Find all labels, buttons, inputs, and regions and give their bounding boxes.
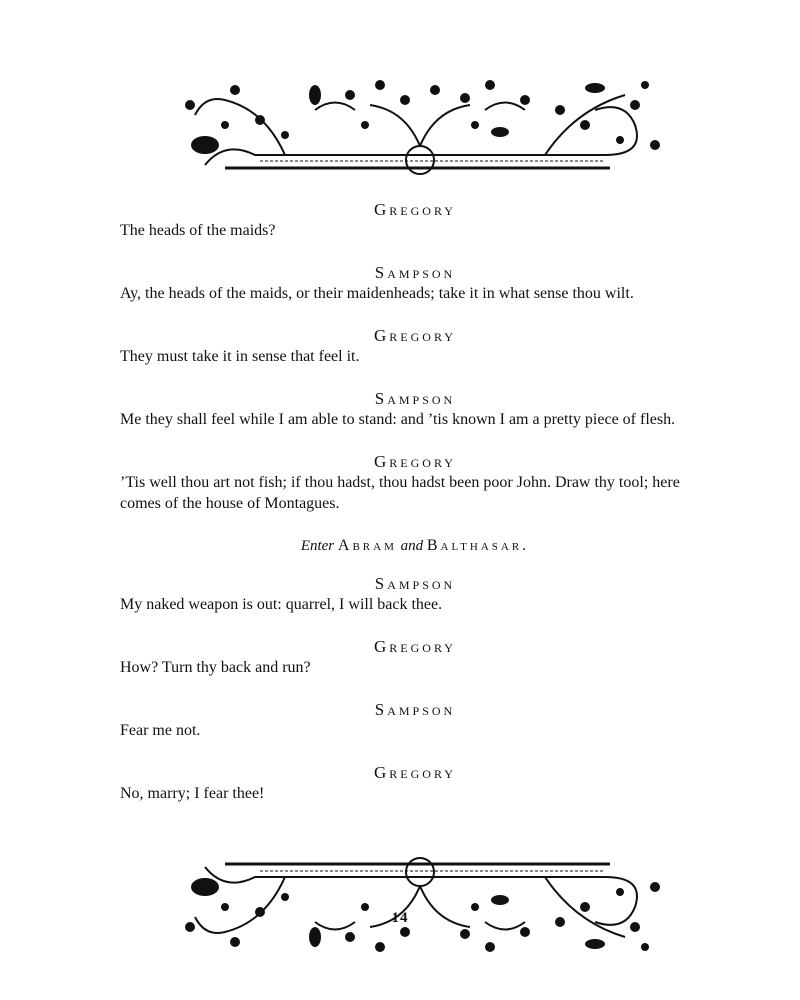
- speaker-name: Gregory: [374, 637, 456, 656]
- top-floral-ornament: [165, 70, 675, 180]
- speech-line: ’Tis well thou art not fish; if thou hadst, thou hadst been poor John. Draw thy tool; here comes of the house of Montagues.: [120, 474, 680, 512]
- speech-block: [120, 200, 710, 241]
- speech-block: [120, 326, 710, 367]
- stage-name-abram: Abram: [337, 537, 397, 554]
- bottom-floral-ornament: [165, 852, 675, 962]
- floral-vine-border-icon: [165, 852, 675, 962]
- speech-line: The heads of the maids?: [120, 222, 276, 239]
- speech-line: Me they shall feel while I am able to stand: and ’tis known I am a pretty piece of flesh.: [120, 411, 676, 428]
- speaker-name: Sampson: [374, 700, 456, 719]
- speaker-name: Sampson: [374, 574, 456, 593]
- speaker-name: Gregory: [374, 452, 456, 471]
- page-number: 14: [391, 910, 409, 926]
- speech-line: My naked weapon is out: quarrel, I will back thee.: [120, 596, 443, 613]
- stage-name-balthasar: Balthasar.: [426, 537, 530, 554]
- speech-block: [120, 452, 710, 514]
- speaker-name: Sampson: [374, 263, 456, 282]
- speaker-name: Gregory: [374, 763, 456, 782]
- speech-line: How? Turn thy back and run?: [120, 659, 311, 676]
- stage-enter: Enter: [300, 538, 335, 554]
- stage-direction: [120, 536, 710, 556]
- speech-block: [120, 637, 710, 678]
- speech-block: [120, 763, 710, 804]
- speech-line: They must take it in sense that feel it.: [120, 348, 360, 365]
- stage-and: and: [400, 538, 424, 554]
- speaker-name: Sampson: [374, 389, 456, 408]
- speech-line: Ay, the heads of the maids, or their maidenheads; take it in what sense thou wilt.: [120, 285, 634, 302]
- speaker-name: Gregory: [374, 200, 456, 219]
- speech-block: [120, 389, 710, 430]
- speech-block: [120, 700, 710, 741]
- speaker-name: Gregory: [374, 326, 456, 345]
- script-text: [120, 200, 710, 826]
- speech-block: [120, 574, 710, 615]
- speech-line: Fear me not.: [120, 722, 201, 739]
- floral-vine-border-icon: [165, 70, 675, 180]
- speech-block: [120, 263, 710, 304]
- speech-line: No, marry; I fear thee!: [120, 785, 265, 802]
